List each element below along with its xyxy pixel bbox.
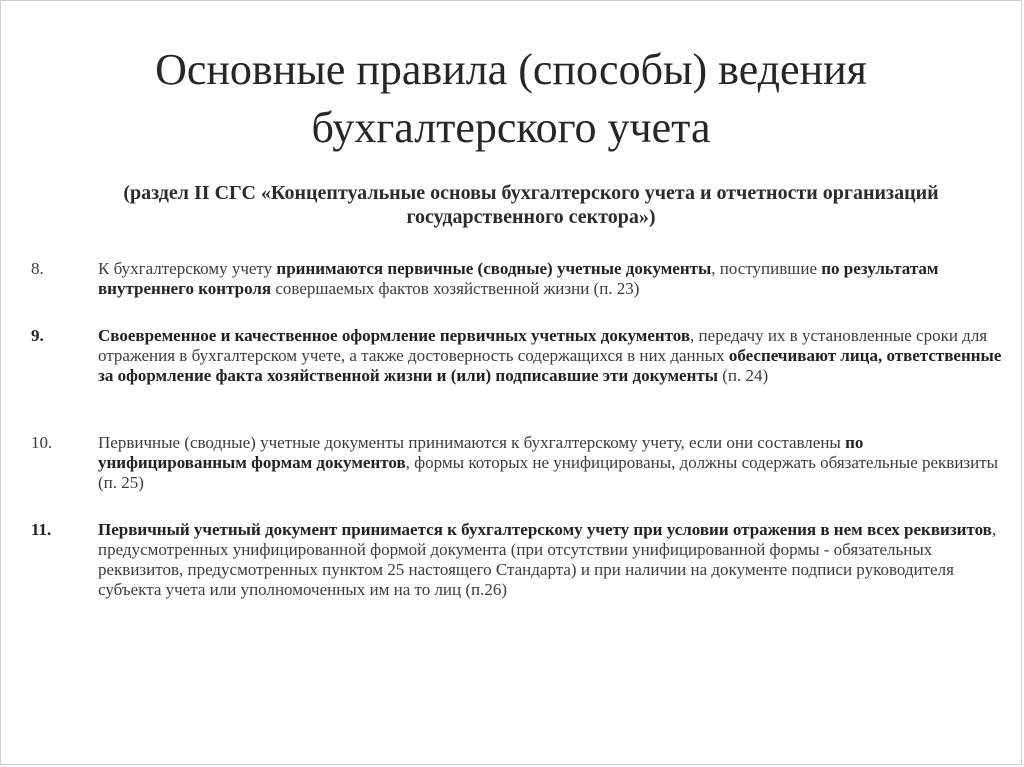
rule-text [98, 326, 1013, 386]
rule-number: 10. [31, 433, 53, 452]
rule-number: 8. [31, 259, 44, 278]
slide-subtitle [41, 181, 1021, 229]
rule-text-bold: принимаются первичные (сводные) учетные документы [276, 259, 712, 278]
rule-text-plain: К бухгалтерскому учету [98, 259, 277, 278]
rule-text-plain: , передачу их в установленные сроки для отражения в бухгалтерском учете, а также достоверность содержащихся в них данных [98, 326, 988, 365]
rule-text-plain: , предусмотренных унифицированной формой документа (при отсутствии унифицированной формы - обязательных реквизитов, предусмотренных пунктом 25 настоящего Стандарта) и при наличии на документе подписи руководителя субъекта учета или уполномоченных им на то лиц (п.26) [98, 520, 997, 599]
rule-item-9 [31, 326, 1013, 386]
title-line-1: Основные правила (способы) ведения [155, 45, 867, 94]
rule-text-bold: обеспечивают лица, ответственные за оформление факта хозяйственной жизни и (или) подписавшие эти документы [98, 346, 1002, 385]
slide-title [61, 41, 961, 157]
rule-text-plain: Первичные (сводные) учетные документы принимаются к бухгалтерскому учету, если они составлены [98, 433, 846, 452]
rule-number: 9. [31, 326, 44, 345]
rule-text-bold: по унифицированным формам документов [98, 433, 864, 472]
rule-item-8 [31, 259, 1013, 299]
rule-item-11 [31, 520, 1013, 600]
rule-text [98, 433, 1013, 493]
rule-text-plain: , поступившие [711, 259, 822, 278]
subtitle-line-1: (раздел II СГС «Концептуальные основы бухгалтерского учета и отчетности организаций [123, 182, 939, 204]
rule-text [98, 520, 1013, 600]
rule-number: 11. [31, 520, 52, 539]
rule-text-bold: Первичный учетный документ принимается к бухгалтерскому учету при условии отражения в нем всех реквизитов [98, 520, 992, 539]
rule-text-plain: , формы которых не унифицированы, должны содержать обязательные реквизиты (п. 25) [98, 453, 999, 492]
rule-item-10 [31, 433, 1013, 493]
subtitle-line-2: государственного сектора») [406, 206, 656, 228]
rule-text-bold: Своевременное и качественное оформление первичных учетных документов [98, 326, 691, 345]
rule-text-plain: (п. 24) [718, 366, 769, 385]
title-line-2: бухгалтерского учета [311, 103, 711, 152]
rule-text [98, 259, 1013, 299]
rule-text-bold: по результатам внутреннего контроля [98, 259, 939, 298]
rule-text-plain: совершаемых фактов хозяйственной жизни (п. 23) [271, 279, 640, 298]
